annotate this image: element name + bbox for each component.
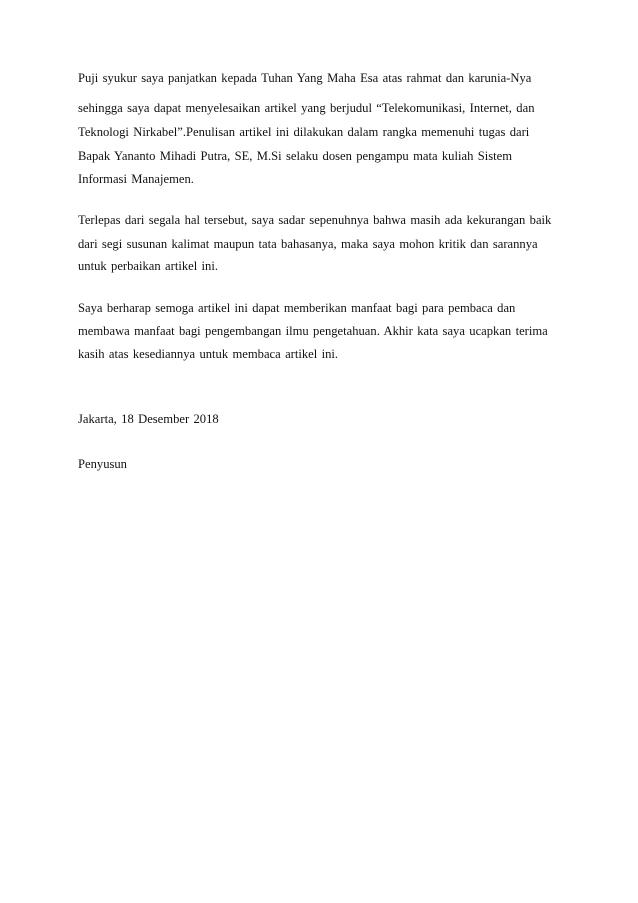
paragraph-3-line-2: membawa manfaat bagi pengembangan ilmu pengetahuan. Akhir kata saya ucapkan terima [78,324,548,338]
signatory: Penyusun [78,457,127,471]
paragraph-3-line-3: kasih atas kesediannya untuk membaca artikel ini. [78,347,339,361]
paragraph-2-line-3: untuk perbaikan artikel ini. [78,259,218,273]
paragraph-1-line-1: Puji syukur saya panjatkan kepada Tuhan Yang Maha Esa atas rahmat dan karunia-Nya [78,71,532,85]
paragraph-1-line-3: Teknologi Nirkabel”.Penulisan artikel ini dilakukan dalam rangka memenuhi tugas dari [78,125,530,139]
place-date: Jakarta, 18 Desember 2018 [78,412,219,426]
paragraph-1-line-4: Bapak Yananto Mihadi Putra, SE, M.Si selaku dosen pengampu mata kuliah Sistem [78,149,513,163]
paragraph-3-line-1: Saya berharap semoga artikel ini dapat memberikan manfaat bagi para pembaca dan [78,301,516,315]
paragraph-1-line-2: sehingga saya dapat menyelesaikan artikel yang berjudul “Telekomunikasi, Internet, dan [78,101,535,115]
paragraph-2-line-1: Terlepas dari segala hal tersebut, saya sadar sepenuhnya bahwa masih ada kekurangan baik [78,213,552,227]
paragraph-1-line-5: Informasi Manajemen. [78,172,194,186]
paragraph-2-line-2: dari segi susunan kalimat maupun tata bahasanya, maka saya mohon kritik dan sarannya [78,237,538,251]
